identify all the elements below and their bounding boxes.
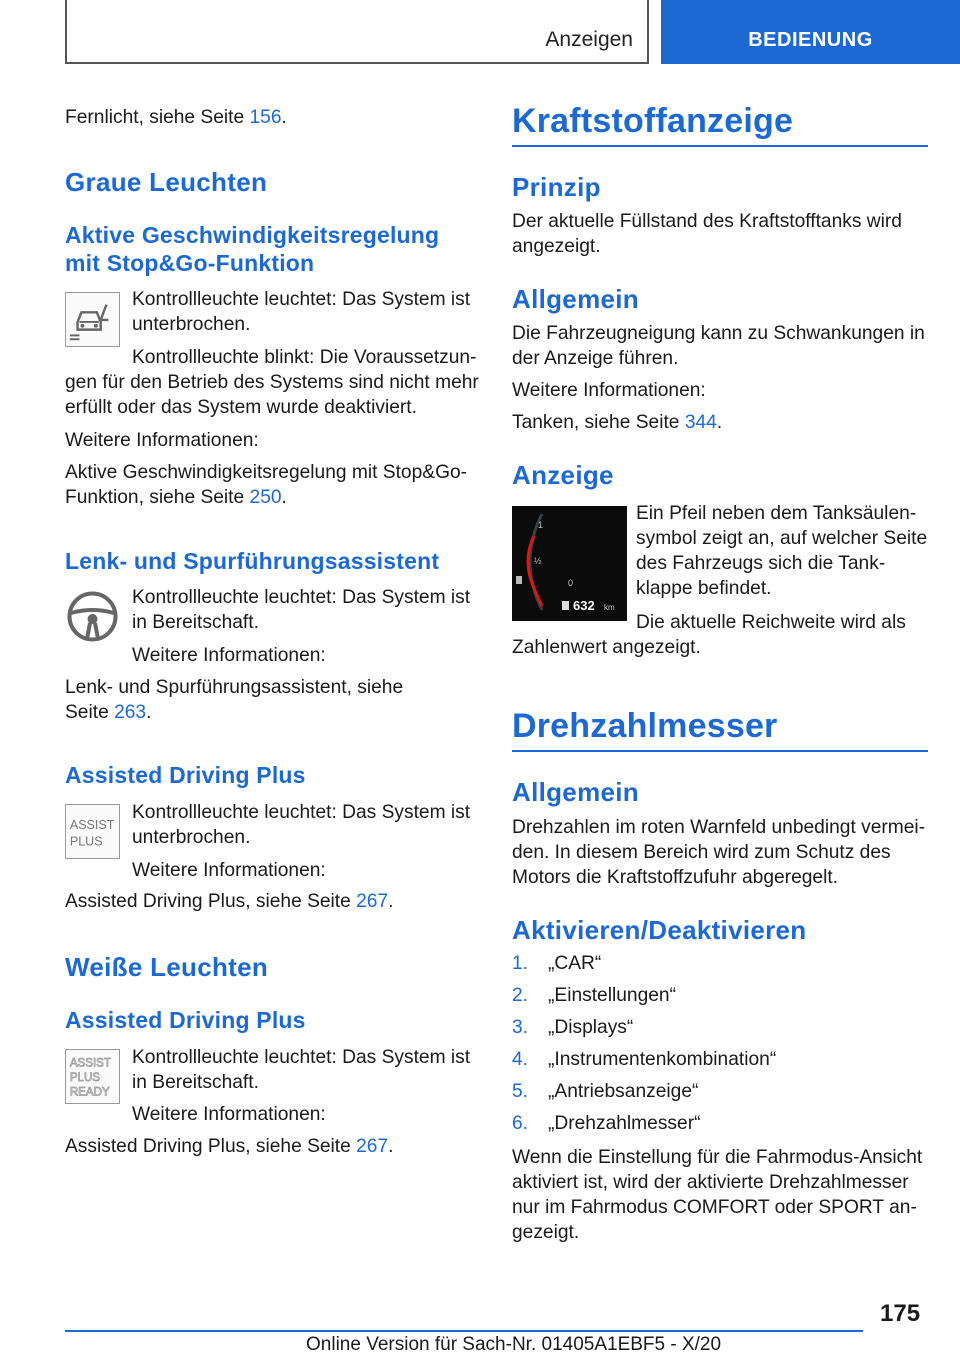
page-link[interactable]: 250 [249, 487, 282, 508]
adp-white-desc: Kontrollleuchte leuchtet: Das System ist in Bereitschaft. [132, 1047, 471, 1093]
header-section-box [65, 0, 649, 64]
mode-note: Wenn die Einstellung für die Fahrmodus-Ansicht aktiviert ist, wird der aktivierte Drehzahlmesser nur im Fahrmodus COMFORT oder SPORT an- gezeigt. [512, 1147, 923, 1243]
assist-plus-ready-icon [65, 1049, 120, 1104]
acc-heading: Aktive Geschwindigkeitsregelung mit Stop&Go-Funktion [65, 222, 440, 276]
adp-grey-ref: Assisted Driving Plus, siehe Seite 267. [65, 891, 394, 912]
general-ref: Tanken, siehe Seite 344. [512, 412, 723, 433]
page-link[interactable]: 344 [684, 412, 717, 433]
fuel-gauge-title: Kraftstoffanzeige [512, 102, 794, 140]
adp-white-ref: Assisted Driving Plus, siehe Seite 267. [65, 1136, 394, 1157]
general-more-label: Weitere Informationen: [512, 380, 706, 401]
step-item: 1. „CAR“ [512, 953, 602, 974]
principle-text: Der aktuelle Füllstand des Kraftstofftanks wird angezeigt. [512, 211, 902, 257]
steering-wheel-icon [65, 589, 120, 644]
tachometer-title: Drehzahlmesser [512, 707, 778, 745]
display-heading: Anzeige [512, 460, 614, 490]
svg-text:READY: READY [69, 1086, 110, 1099]
fuel-gauge-image [512, 506, 627, 621]
page-link[interactable]: 156 [249, 107, 282, 128]
svg-text:0: 0 [568, 578, 574, 588]
svg-text:632: 632 [573, 598, 595, 613]
header-chapter-tab [661, 0, 960, 64]
svg-text:ASSIST: ASSIST [69, 1057, 111, 1070]
lane-ref: Lenk- und Spurführungsassistent, siehe Seite 263. [65, 677, 404, 723]
page-number: 175 [880, 1300, 921, 1327]
tach-general-heading: Allgemein [512, 777, 639, 807]
adp-white-more-label: Weitere Informationen: [132, 1104, 326, 1125]
svg-text:PLUS: PLUS [69, 1071, 101, 1084]
display-range-text-2: Zahlenwert angezeigt. [512, 637, 701, 658]
svg-text:1: 1 [538, 520, 544, 530]
title-rule [512, 750, 928, 752]
title-rule [512, 145, 928, 147]
adp-grey-more-label: Weitere Informationen: [132, 860, 326, 881]
display-range-text: Die aktuelle Reichweite wird als [636, 612, 906, 633]
page-link[interactable]: 263 [114, 702, 147, 723]
step-item: 4. „Instrumentenkombination“ [512, 1049, 777, 1070]
header-chapter-label: BEDIENUNG [748, 29, 873, 51]
general-heading: Allgemein [512, 284, 639, 314]
step-item: 6. „Drehzahlmesser“ [512, 1113, 701, 1134]
activate-heading: Aktivieren/Deaktivieren [512, 915, 807, 945]
general-text: Die Fahrzeugneigung kann zu Schwankungen in der Anzeige führen. [512, 323, 925, 369]
page-link[interactable]: 267 [356, 891, 389, 912]
lane-desc: Kontrollleuchte leuchtet: Das System ist in Bereitschaft. [132, 587, 471, 633]
activation-steps [512, 948, 776, 1140]
svg-text:PLUS: PLUS [69, 834, 103, 849]
step-item: 2. „Einstellungen“ [512, 985, 676, 1006]
adp-white-heading: Assisted Driving Plus [65, 1007, 306, 1033]
lane-more-label: Weitere Informationen: [132, 645, 326, 666]
footer-rule [65, 1330, 863, 1332]
adp-grey-heading: Assisted Driving Plus [65, 762, 306, 788]
acc-more-label: Weitere Informationen: [65, 430, 259, 451]
svg-text:ASSIST: ASSIST [69, 818, 115, 833]
tach-general-text: Drehzahlen im roten Warnfeld unbedingt vermei- den. In diesem Bereich wird zum Schutz des Motors die Kraftstoffzufuhr abgeregelt. [512, 817, 926, 888]
acc-ref: Aktive Geschwindigkeitsregelung mit Stop&Go- Funktion, siehe Seite 250. [65, 462, 468, 508]
svg-text:½: ½ [534, 556, 542, 566]
acc-desc-3: gen für den Betrieb des Systems sind nicht mehr erfüllt oder das System wurde deaktiviert. [65, 372, 479, 418]
page-link[interactable]: 267 [356, 1136, 389, 1157]
adp-grey-desc: Kontrollleuchte leuchtet: Das System ist unterbrochen. [132, 802, 471, 848]
step-item: 3. „Displays“ [512, 1017, 634, 1038]
step-item: 5. „Antriebsanzeige“ [512, 1081, 699, 1102]
display-desc: Ein Pfeil neben dem Tanksäulen- symbol zeigt an, auf welcher Seite des Fahrzeugs sich die Tank- klappe befindet. [636, 503, 928, 599]
principle-heading: Prinzip [512, 172, 601, 202]
white-lights-heading: Weiße Leuchten [65, 952, 269, 982]
svg-text:km: km [604, 603, 615, 612]
assist-plus-icon [65, 804, 120, 859]
lane-assist-heading: Lenk- und Spurführungsassistent [65, 548, 440, 574]
header-section-label: Anzeigen [545, 28, 633, 51]
grey-lights-heading: Graue Leuchten [65, 167, 268, 197]
footer-online-version: Online Version für Sach-Nr. 01405A1EBF5 - X/20 [306, 1334, 722, 1355]
intro-paragraph: Fernlicht, siehe Seite 156. [65, 107, 287, 128]
acc-desc-2: Kontrollleuchte blinkt: Die Voraussetzun- [132, 347, 477, 368]
acc-stopgo-icon [65, 292, 120, 347]
acc-desc-1: Kontrollleuchte leuchtet: Das System ist unterbrochen. [132, 289, 471, 335]
